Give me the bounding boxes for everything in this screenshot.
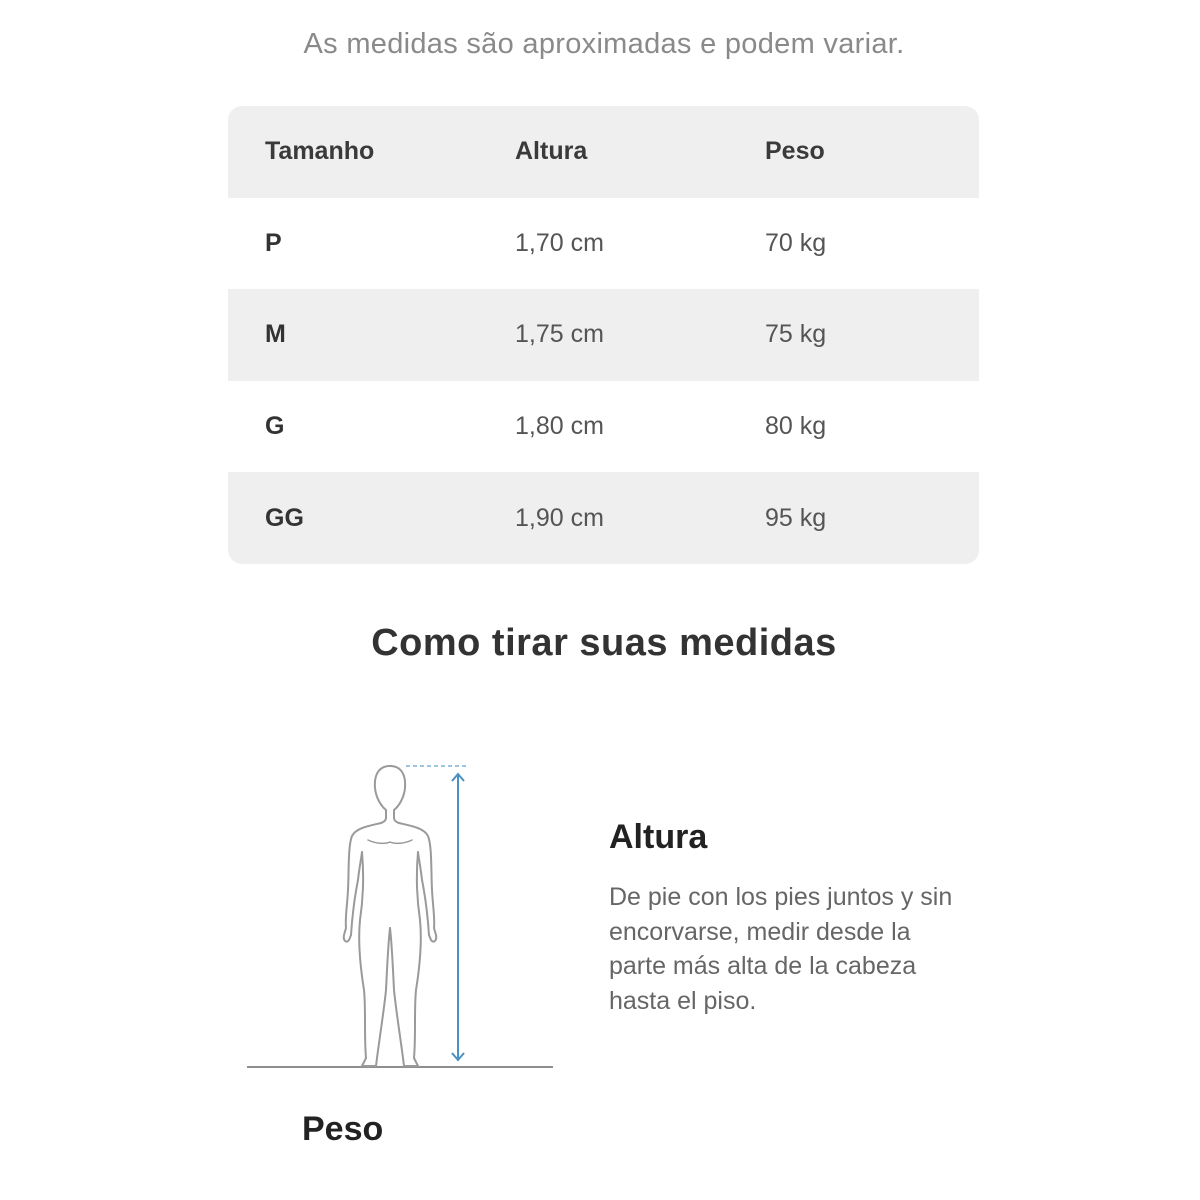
row-height: 1,90 cm: [515, 503, 604, 532]
human-figure: [344, 766, 436, 1066]
disclaimer-text: As medidas são aproximadas e podem variar.: [303, 28, 905, 60]
height-arrow-icon: [452, 774, 464, 1060]
row-weight: 70 kg: [765, 228, 827, 257]
size-table: [228, 106, 979, 564]
row-size: P: [265, 228, 282, 257]
row-weight: 95 kg: [765, 503, 827, 532]
table-row: [228, 381, 979, 473]
row-size: G: [265, 412, 285, 441]
header-tamanho: Tamanho: [265, 137, 375, 166]
row-size: GG: [265, 503, 304, 532]
altura-description: De pie con los pies juntos y sin encorvarse, medir desde la parte más alta de la cabeza hasta el piso.: [609, 883, 953, 1015]
row-height: 1,80 cm: [515, 412, 604, 441]
table-header-row: [228, 106, 979, 198]
section-title: Como tirar suas medidas: [371, 622, 837, 664]
measurement-illustration: [240, 740, 560, 1080]
row-height: 1,70 cm: [515, 228, 604, 257]
table-row: [228, 198, 979, 290]
table-row: [228, 472, 979, 564]
header-peso: Peso: [765, 137, 825, 166]
human-body-figure-icon: [240, 740, 560, 1080]
row-height: 1,75 cm: [515, 320, 604, 349]
table-row: [228, 289, 979, 381]
peso-title: Peso: [302, 1110, 384, 1148]
row-weight: 75 kg: [765, 320, 827, 349]
row-weight: 80 kg: [765, 412, 827, 441]
row-size: M: [265, 320, 286, 349]
altura-title: Altura: [609, 818, 708, 856]
header-altura: Altura: [515, 137, 588, 166]
